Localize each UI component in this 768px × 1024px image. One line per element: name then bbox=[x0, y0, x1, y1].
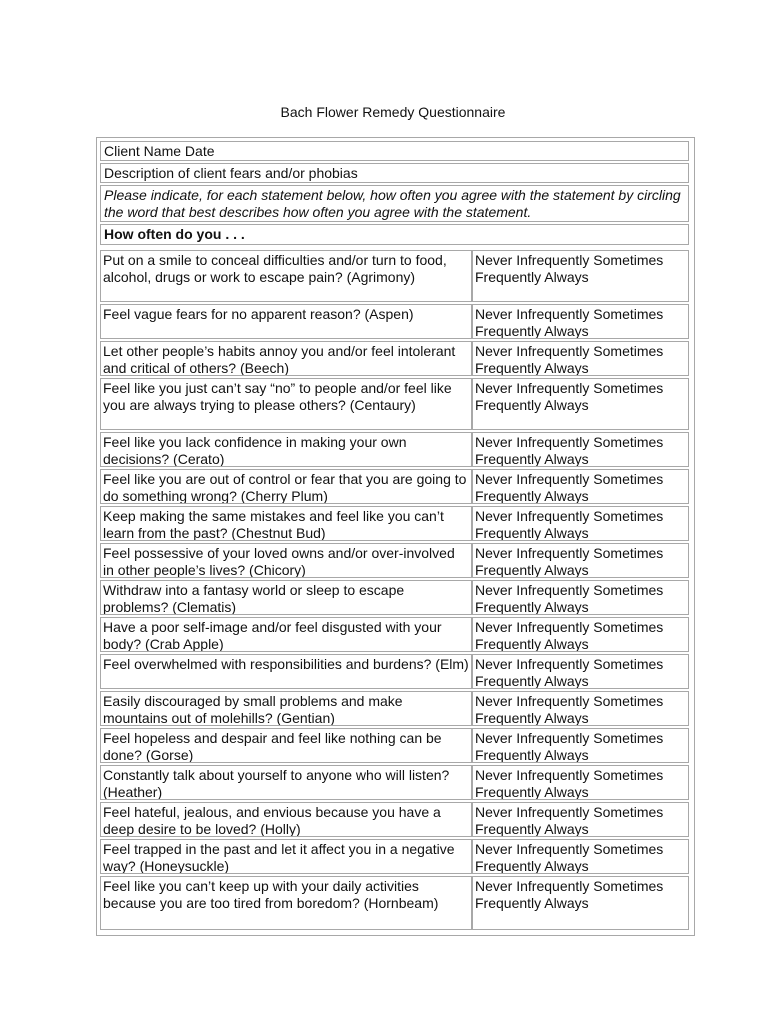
question-text: Easily discouraged by small problems and make mountains out of molehills? (Gentian) bbox=[100, 691, 472, 726]
question-text: Feel vague fears for no apparent reason? (Aspen) bbox=[100, 304, 472, 339]
instructions-row: Please indicate, for each statement below, how often you agree with the statement by circling the word that best describes how often you agree with the statement. bbox=[100, 185, 689, 222]
questionnaire-table bbox=[96, 137, 695, 936]
how-often-header-row: How often do you . . . bbox=[100, 224, 689, 245]
question-text: Feel hopeless and despair and feel like nothing can be done? (Gorse) bbox=[100, 728, 472, 763]
answer-options[interactable]: Never Infrequently Sometimes Frequently Always bbox=[472, 304, 689, 339]
answer-options[interactable]: Never Infrequently Sometimes Frequently Always bbox=[472, 876, 689, 930]
answer-options[interactable]: Never Infrequently Sometimes Frequently Always bbox=[472, 543, 689, 578]
answer-options[interactable]: Never Infrequently Sometimes Frequently Always bbox=[472, 250, 689, 302]
question-text: Feel hateful, jealous, and envious because you have a deep desire to be loved? (Holly) bbox=[100, 802, 472, 837]
question-text: Feel like you are out of control or fear that you are going to do something wrong? (Cherry Plum) bbox=[100, 469, 472, 504]
answer-options[interactable]: Never Infrequently Sometimes Frequently Always bbox=[472, 839, 689, 874]
answer-options[interactable]: Never Infrequently Sometimes Frequently Always bbox=[472, 469, 689, 504]
answer-options[interactable]: Never Infrequently Sometimes Frequently Always bbox=[472, 765, 689, 800]
question-text: Feel like you just can’t say “no” to people and/or feel like you are always trying to please others? (Centaury) bbox=[100, 378, 472, 430]
question-text: Constantly talk about yourself to anyone who will listen? (Heather) bbox=[100, 765, 472, 800]
answer-options[interactable]: Never Infrequently Sometimes Frequently Always bbox=[472, 432, 689, 467]
question-text: Withdraw into a fantasy world or sleep to escape problems? (Clematis) bbox=[100, 580, 472, 615]
question-text: Feel overwhelmed with responsibilities and burdens? (Elm) bbox=[100, 654, 472, 689]
answer-options[interactable]: Never Infrequently Sometimes Frequently Always bbox=[472, 617, 689, 652]
answer-options[interactable]: Never Infrequently Sometimes Frequently Always bbox=[472, 580, 689, 615]
question-text: Feel like you lack confidence in making your own decisions? (Cerato) bbox=[100, 432, 472, 467]
answer-options[interactable]: Never Infrequently Sometimes Frequently Always bbox=[472, 728, 689, 763]
answer-options[interactable]: Never Infrequently Sometimes Frequently Always bbox=[472, 378, 689, 430]
client-fears-row: Description of client fears and/or phobias bbox=[100, 163, 689, 183]
answer-options[interactable]: Never Infrequently Sometimes Frequently Always bbox=[472, 506, 689, 541]
answer-options[interactable]: Never Infrequently Sometimes Frequently Always bbox=[472, 341, 689, 376]
answer-options[interactable]: Never Infrequently Sometimes Frequently Always bbox=[472, 654, 689, 689]
answer-options[interactable]: Never Infrequently Sometimes Frequently Always bbox=[472, 691, 689, 726]
answer-options[interactable]: Never Infrequently Sometimes Frequently Always bbox=[472, 802, 689, 837]
question-text: Feel like you can’t keep up with your daily activities because you are too tired from boredom? (Hornbeam) bbox=[100, 876, 472, 930]
question-text: Let other people’s habits annoy you and/or feel intolerant and critical of others? (Beech) bbox=[100, 341, 472, 376]
question-text: Feel trapped in the past and let it affect you in a negative way? (Honeysuckle) bbox=[100, 839, 472, 874]
question-text: Put on a smile to conceal difficulties and/or turn to food, alcohol, drugs or work to escape pain? (Agrimony) bbox=[100, 250, 472, 302]
question-text: Feel possessive of your loved owns and/or over-involved in other people’s lives? (Chicory) bbox=[100, 543, 472, 578]
document-title: Bach Flower Remedy Questionnaire bbox=[280, 104, 506, 120]
question-text: Have a poor self-image and/or feel disgusted with your body? (Crab Apple) bbox=[100, 617, 472, 652]
question-text: Keep making the same mistakes and feel like you can’t learn from the past? (Chestnut Bud) bbox=[100, 506, 472, 541]
client-name-date-row: Client Name Date bbox=[100, 141, 689, 161]
